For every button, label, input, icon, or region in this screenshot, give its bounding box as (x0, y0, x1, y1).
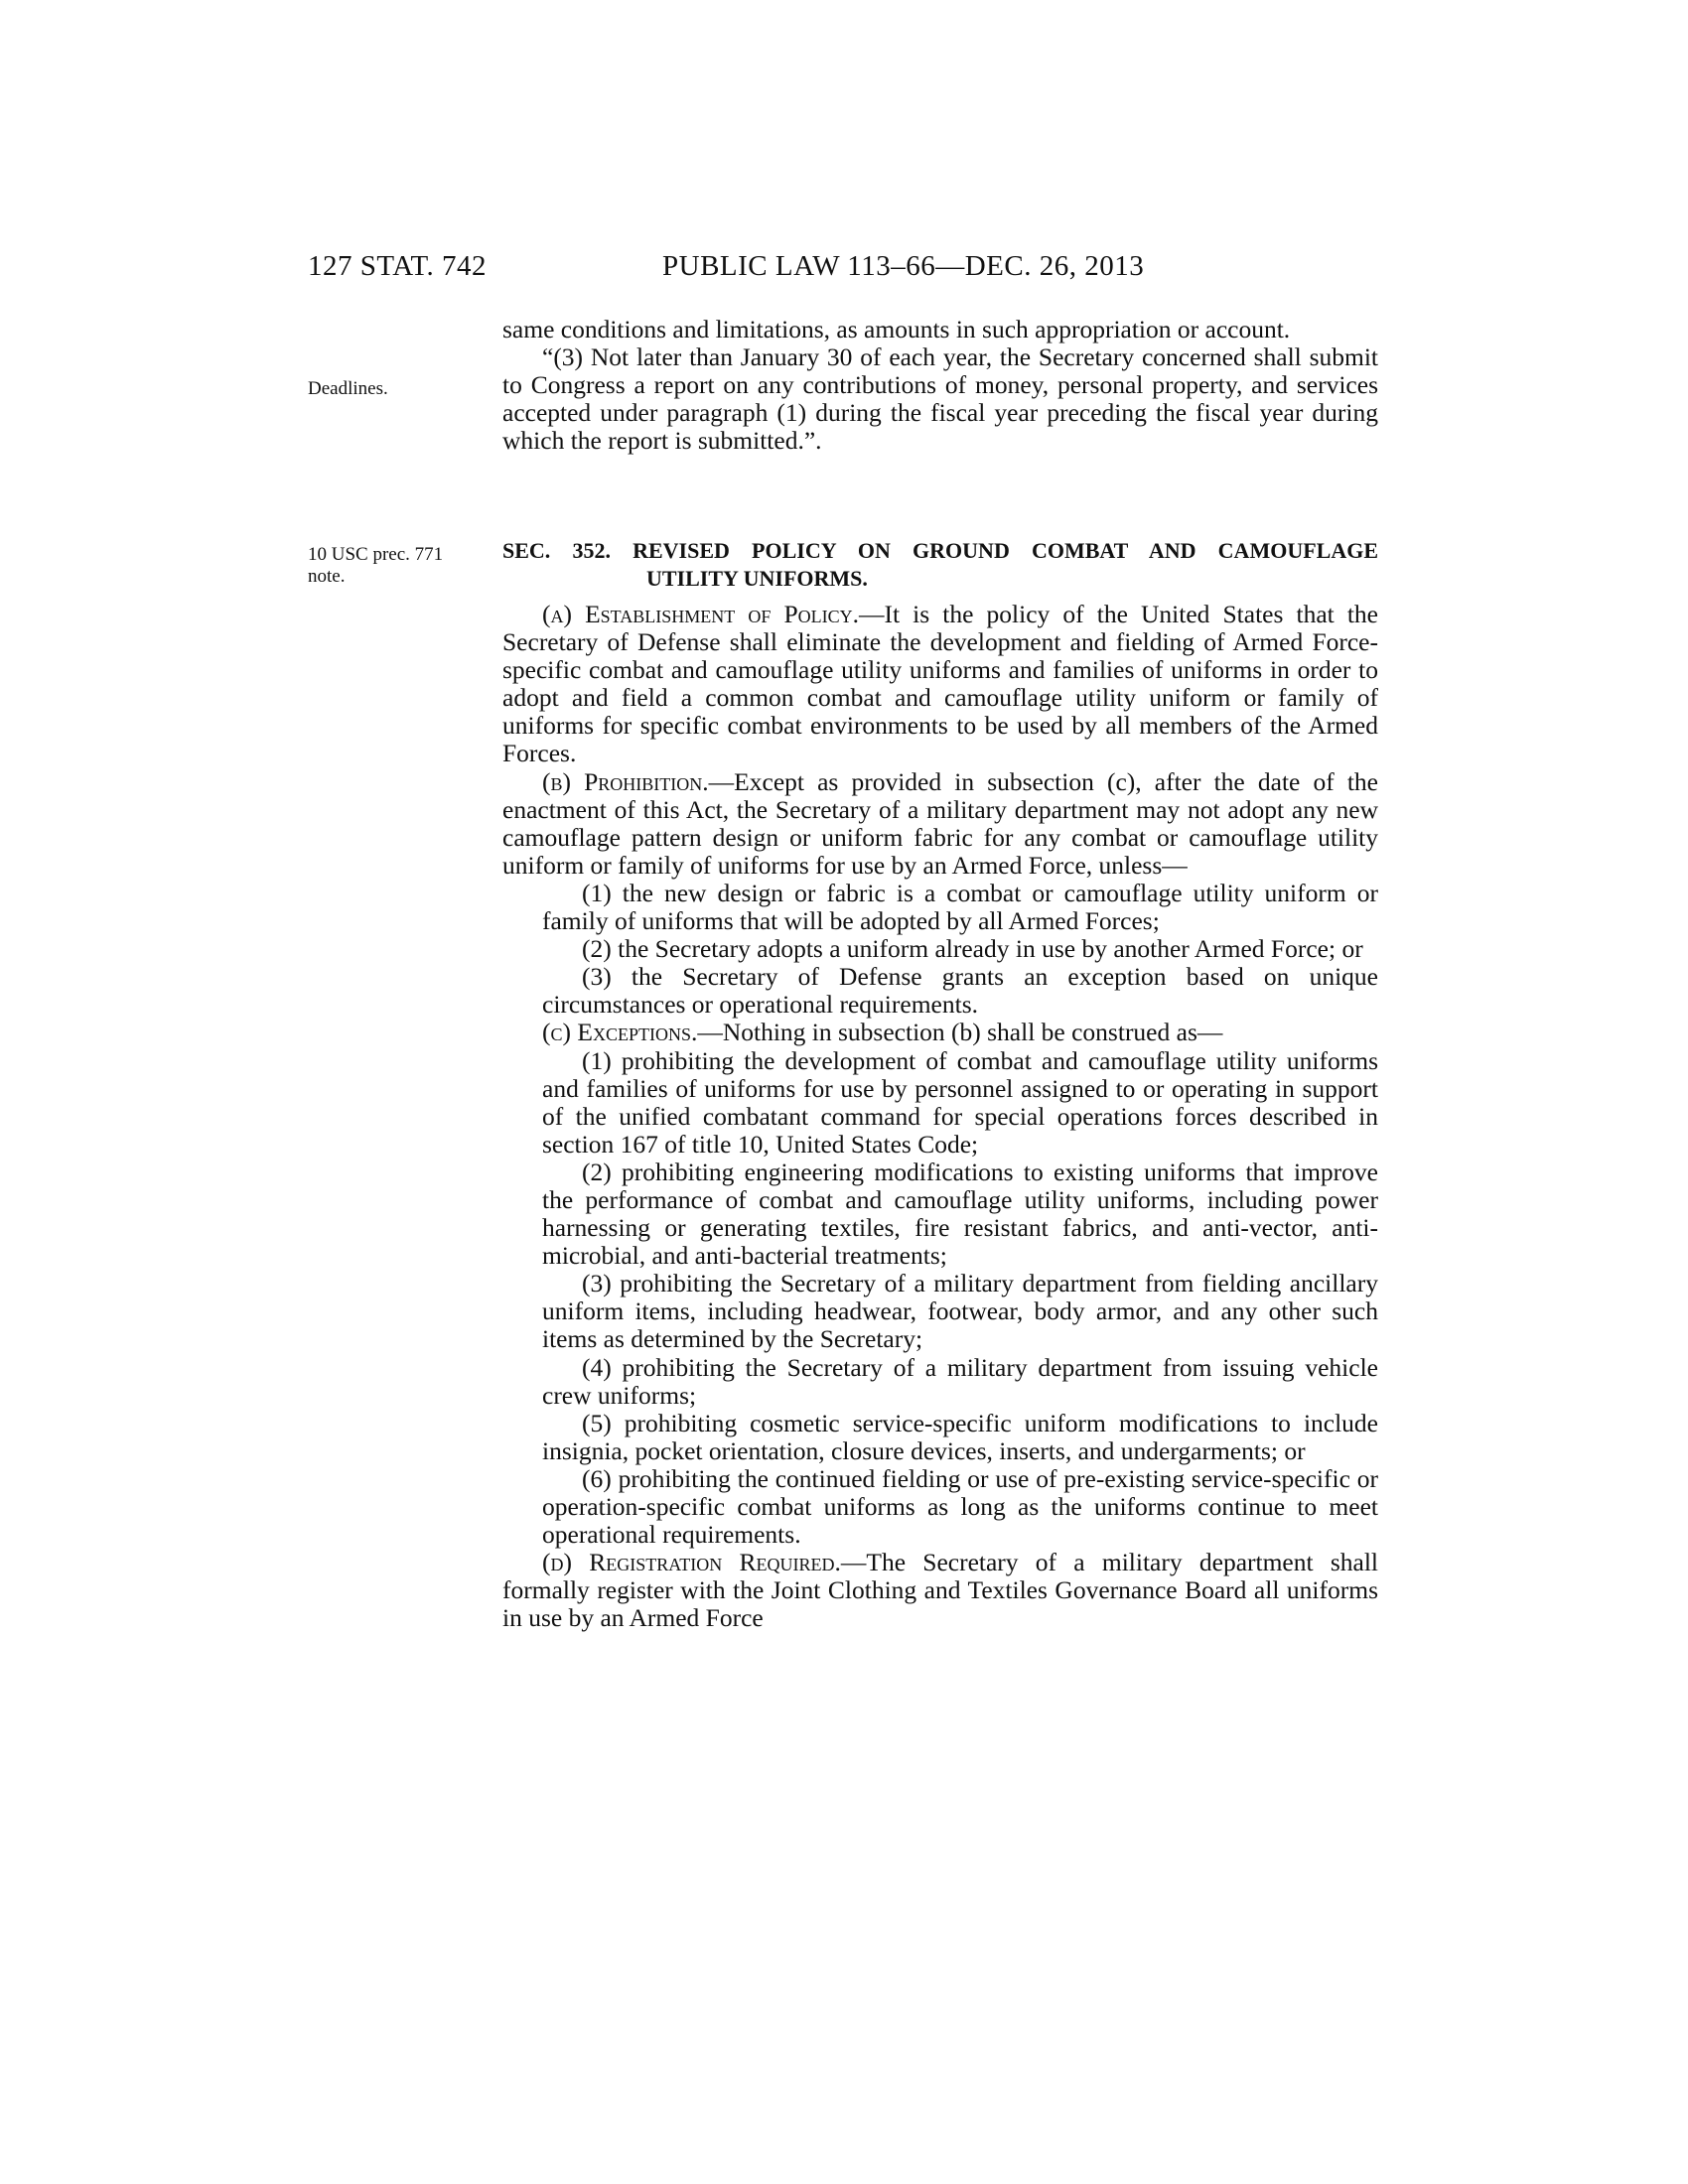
subsection-c-item: (3) prohibiting the Secretary of a military department from fielding ancillary uniform items, including headwear, footwear, body armor, and any other such items as determined by the Secretary; (542, 1269, 1378, 1354)
section-heading-line1: SEC. 352. REVISED POLICY ON GROUND COMBAT AND CAMOUFLAGE (502, 538, 1378, 563)
subsection-b-item: (3) the Secretary of Defense grants an exception based on unique circumstances or operational requirements. (542, 962, 1378, 1020)
subsection-b-label: (b) Prohibition. (542, 766, 709, 796)
section-body (502, 601, 1378, 1632)
section-heading-line2: UTILITY UNIFORMS. (646, 566, 868, 591)
subsection-c-text: —Nothing in subsection (b) shall be construed as— (697, 1018, 1223, 1047)
subsection-a-label: (a) Establishment of Policy. (542, 600, 859, 628)
subsection-a-text: —It is the policy of the United States that the Secretary of Defense shall eliminate the development and fielding of Armed Force-specific combat and camouflage utility uniforms and families of uniforms in order to adopt and field a common combat and camouflage utility uniform or family of uniforms for specific combat environments to be used by all members of the Armed Forces. (502, 600, 1378, 768)
subsection-d (502, 1549, 1378, 1632)
subsection-c-label: (c) Exceptions. (542, 1018, 698, 1047)
subsection-b-item: (1) the new design or fabric is a combat or camouflage utility uniform or family of uniforms that will be adopted by all Armed Forces; (542, 878, 1378, 936)
margin-note-deadlines: Deadlines. (308, 378, 388, 399)
subsection-c-item: (4) prohibiting the Secretary of a military department from issuing vehicle crew uniforms; (542, 1352, 1378, 1410)
running-header: PUBLIC LAW 113–66—DEC. 26, 2013 (662, 250, 1145, 282)
subsection-c (502, 1019, 1378, 1046)
subsection-a (502, 601, 1378, 768)
subsection-c-item: (6) prohibiting the continued fielding or use of pre-existing service-specific or operation-specific combat uniforms as long as the uniforms continue to meet operational requirements. (542, 1463, 1378, 1550)
section-heading (502, 537, 1378, 593)
paragraph-3: “(3) Not later than January 30 of each year, the Secretary concerned shall submit to Congress a report on any contributions of money, personal property, and services accepted under paragraph (1) during the fiscal year preceding the fiscal year during which the report is submitted.”. (502, 342, 1378, 456)
continuation-text: same conditions and limitations, as amounts in such appropriation or account. (502, 315, 1291, 343)
subsection-d-label: (d) Registration Required. (542, 1548, 841, 1577)
subsection-b-item: (2) the Secretary adopts a uniform already in use by another Armed Force; or (582, 934, 1363, 964)
subsection-c-item: (2) prohibiting engineering modifications to existing uniforms that improve the performance of combat and camouflage utility uniforms, including power harnessing or generating textiles, fire resistant fabrics, and anti-vector, anti-microbial, and anti-bacterial treatments; (542, 1157, 1378, 1271)
subsection-d-text: —The Secretary of a military department shall formally register with the Joint Clothing and Textiles Governance Board all uniforms in use by an Armed Force (502, 1548, 1378, 1633)
subsection-b-text: —Except as provided in subsection (c), after the date of the enactment of this Act, the Secretary of a military department may not adopt any new camouflage pattern design or uniform fabric for any combat or camouflage utility uniform or family of uniforms for use by an Armed Force, unless— (502, 766, 1378, 880)
subsection-c-item: (5) prohibiting cosmetic service-specific uniform modifications to include insignia, pocket orientation, closure devices, inserts, and undergarments; or (542, 1408, 1378, 1465)
subsection-c-item: (1) prohibiting the development of combat and camouflage utility uniforms and families of uniforms for use by personnel assigned to or operating in support of the unified combatant command for special operations forces described in section 167 of title 10, United States Code; (542, 1045, 1378, 1159)
subsection-b (502, 768, 1378, 880)
continuation-block (502, 316, 1378, 455)
margin-note-usc: 10 USC prec. 771 note. (308, 544, 444, 587)
page-reference: 127 STAT. 742 (308, 250, 488, 282)
